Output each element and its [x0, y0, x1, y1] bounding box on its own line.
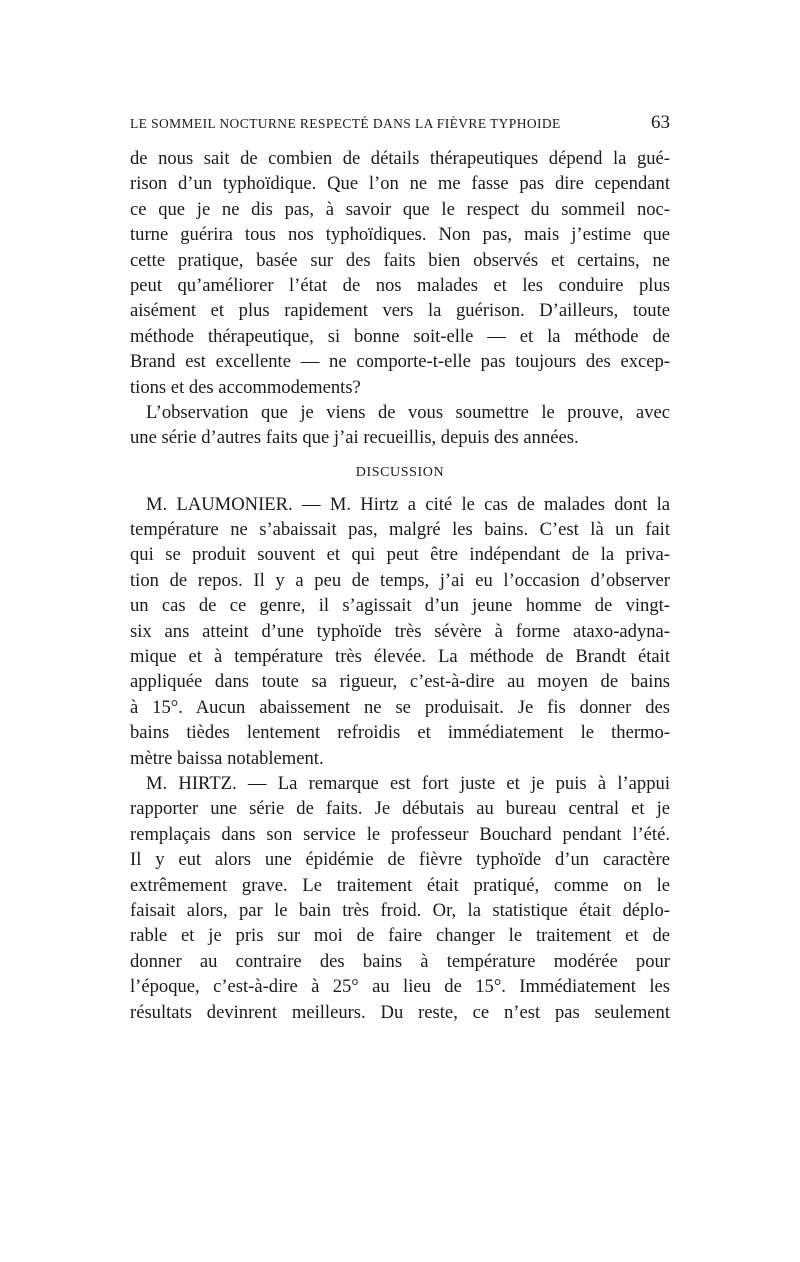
text-line: rison d’un typhoïdique. Que l’on ne me fasse pas dire cependant [130, 173, 670, 195]
text-line: température ne s’abaissait pas, malgré les bains. C’est là un fait [130, 519, 670, 541]
text-line: M. HIRTZ. — La remarque est fort juste et je puis à l’appui [146, 772, 670, 794]
text-line: rable et je pris sur moi de faire changer le traitement et de [130, 925, 670, 947]
text-line: une série d’autres faits que j’ai recueillis, depuis des années. [130, 427, 579, 449]
text-line: bains tièdes lentement refroidis et immédiatement le thermo- [130, 722, 670, 744]
paragraph-2 [130, 400, 670, 451]
text-line: un cas de ce genre, il s’agissait d’un jeune homme de vingt- [130, 595, 670, 617]
text-line: cette pratique, basée sur des faits bien observés et certains, ne [130, 249, 670, 271]
text-line: six ans atteint d’une typhoïde très sévère à forme ataxo-adyna- [130, 620, 670, 642]
text-line: rapporter une série de faits. Je débutais au bureau central et je [130, 798, 670, 820]
paragraph-3 [130, 492, 670, 771]
text-line: remplaçais dans son service le professeur Bouchard pendant l’été. [130, 823, 670, 845]
text-line: turne guérira tous nos typhoïdiques. Non pas, mais j’estime que [130, 224, 670, 246]
text-line: à 15°. Aucun abaissement ne se produisait. Je fis donner des [130, 696, 670, 718]
text-line: extrêmement grave. Le traitement était pratiqué, comme on le [130, 874, 670, 896]
body-text [130, 146, 670, 1025]
text-line: Il y eut alors une épidémie de fièvre typhoïde d’un caractère [130, 849, 670, 871]
text-line: L’observation que je viens de vous soumettre le prouve, avec [146, 401, 670, 423]
running-head [130, 112, 670, 136]
text-line: qui se produit souvent et qui peut être indépendant de la priva- [130, 544, 670, 566]
text-line: donner au contraire des bains à température modérée pour [130, 950, 670, 972]
running-title: LE SOMMEIL NOCTURNE RESPECTÉ DANS LA FIÈVRE TYPHOIDE [130, 116, 561, 131]
text-line: Brand est excellente — ne comporte-t-elle pas toujours des excep- [130, 351, 670, 373]
book-page [130, 112, 670, 1025]
text-line: peut qu’améliorer l’état de nos malades et les conduire plus [130, 274, 670, 296]
text-line: aisément et plus rapidement vers la guérison. D’ailleurs, toute [130, 300, 670, 322]
text-line: ce que je ne dis pas, à savoir que le respect du sommeil noc- [130, 198, 670, 220]
text-line: tions et des accommodements? [130, 376, 361, 398]
section-heading: DISCUSSION [355, 464, 445, 480]
text-line: méthode thérapeutique, si bonne soit-elle — et la méthode de [130, 325, 670, 347]
paragraph-1 [130, 146, 670, 400]
text-line: faisait alors, par le bain très froid. Or, la statistique était déplo- [130, 899, 670, 921]
text-line: mique et à température très élevée. La méthode de Brandt était [130, 646, 670, 668]
text-line: tion de repos. Il y a peu de temps, j’ai eu l’occasion d’observer [130, 569, 670, 591]
paragraph-4 [130, 771, 670, 1025]
page-number: 63 [651, 112, 670, 133]
text-line: l’époque, c’est-à-dire à 25° au lieu de 15°. Immédiatement les [130, 976, 670, 998]
text-line: de nous sait de combien de détails thérapeutiques dépend la gué- [130, 148, 670, 169]
text-line: M. LAUMONIER. — M. Hirtz a cité le cas de malades dont la [146, 493, 670, 515]
text-line: résultats devinrent meilleurs. Du reste, ce n’est pas seulement [130, 1001, 670, 1023]
text-line: appliquée dans toute sa rigueur, c’est-à-dire au moyen de bains [130, 671, 670, 693]
text-line: mètre baissa notablement. [130, 747, 324, 769]
